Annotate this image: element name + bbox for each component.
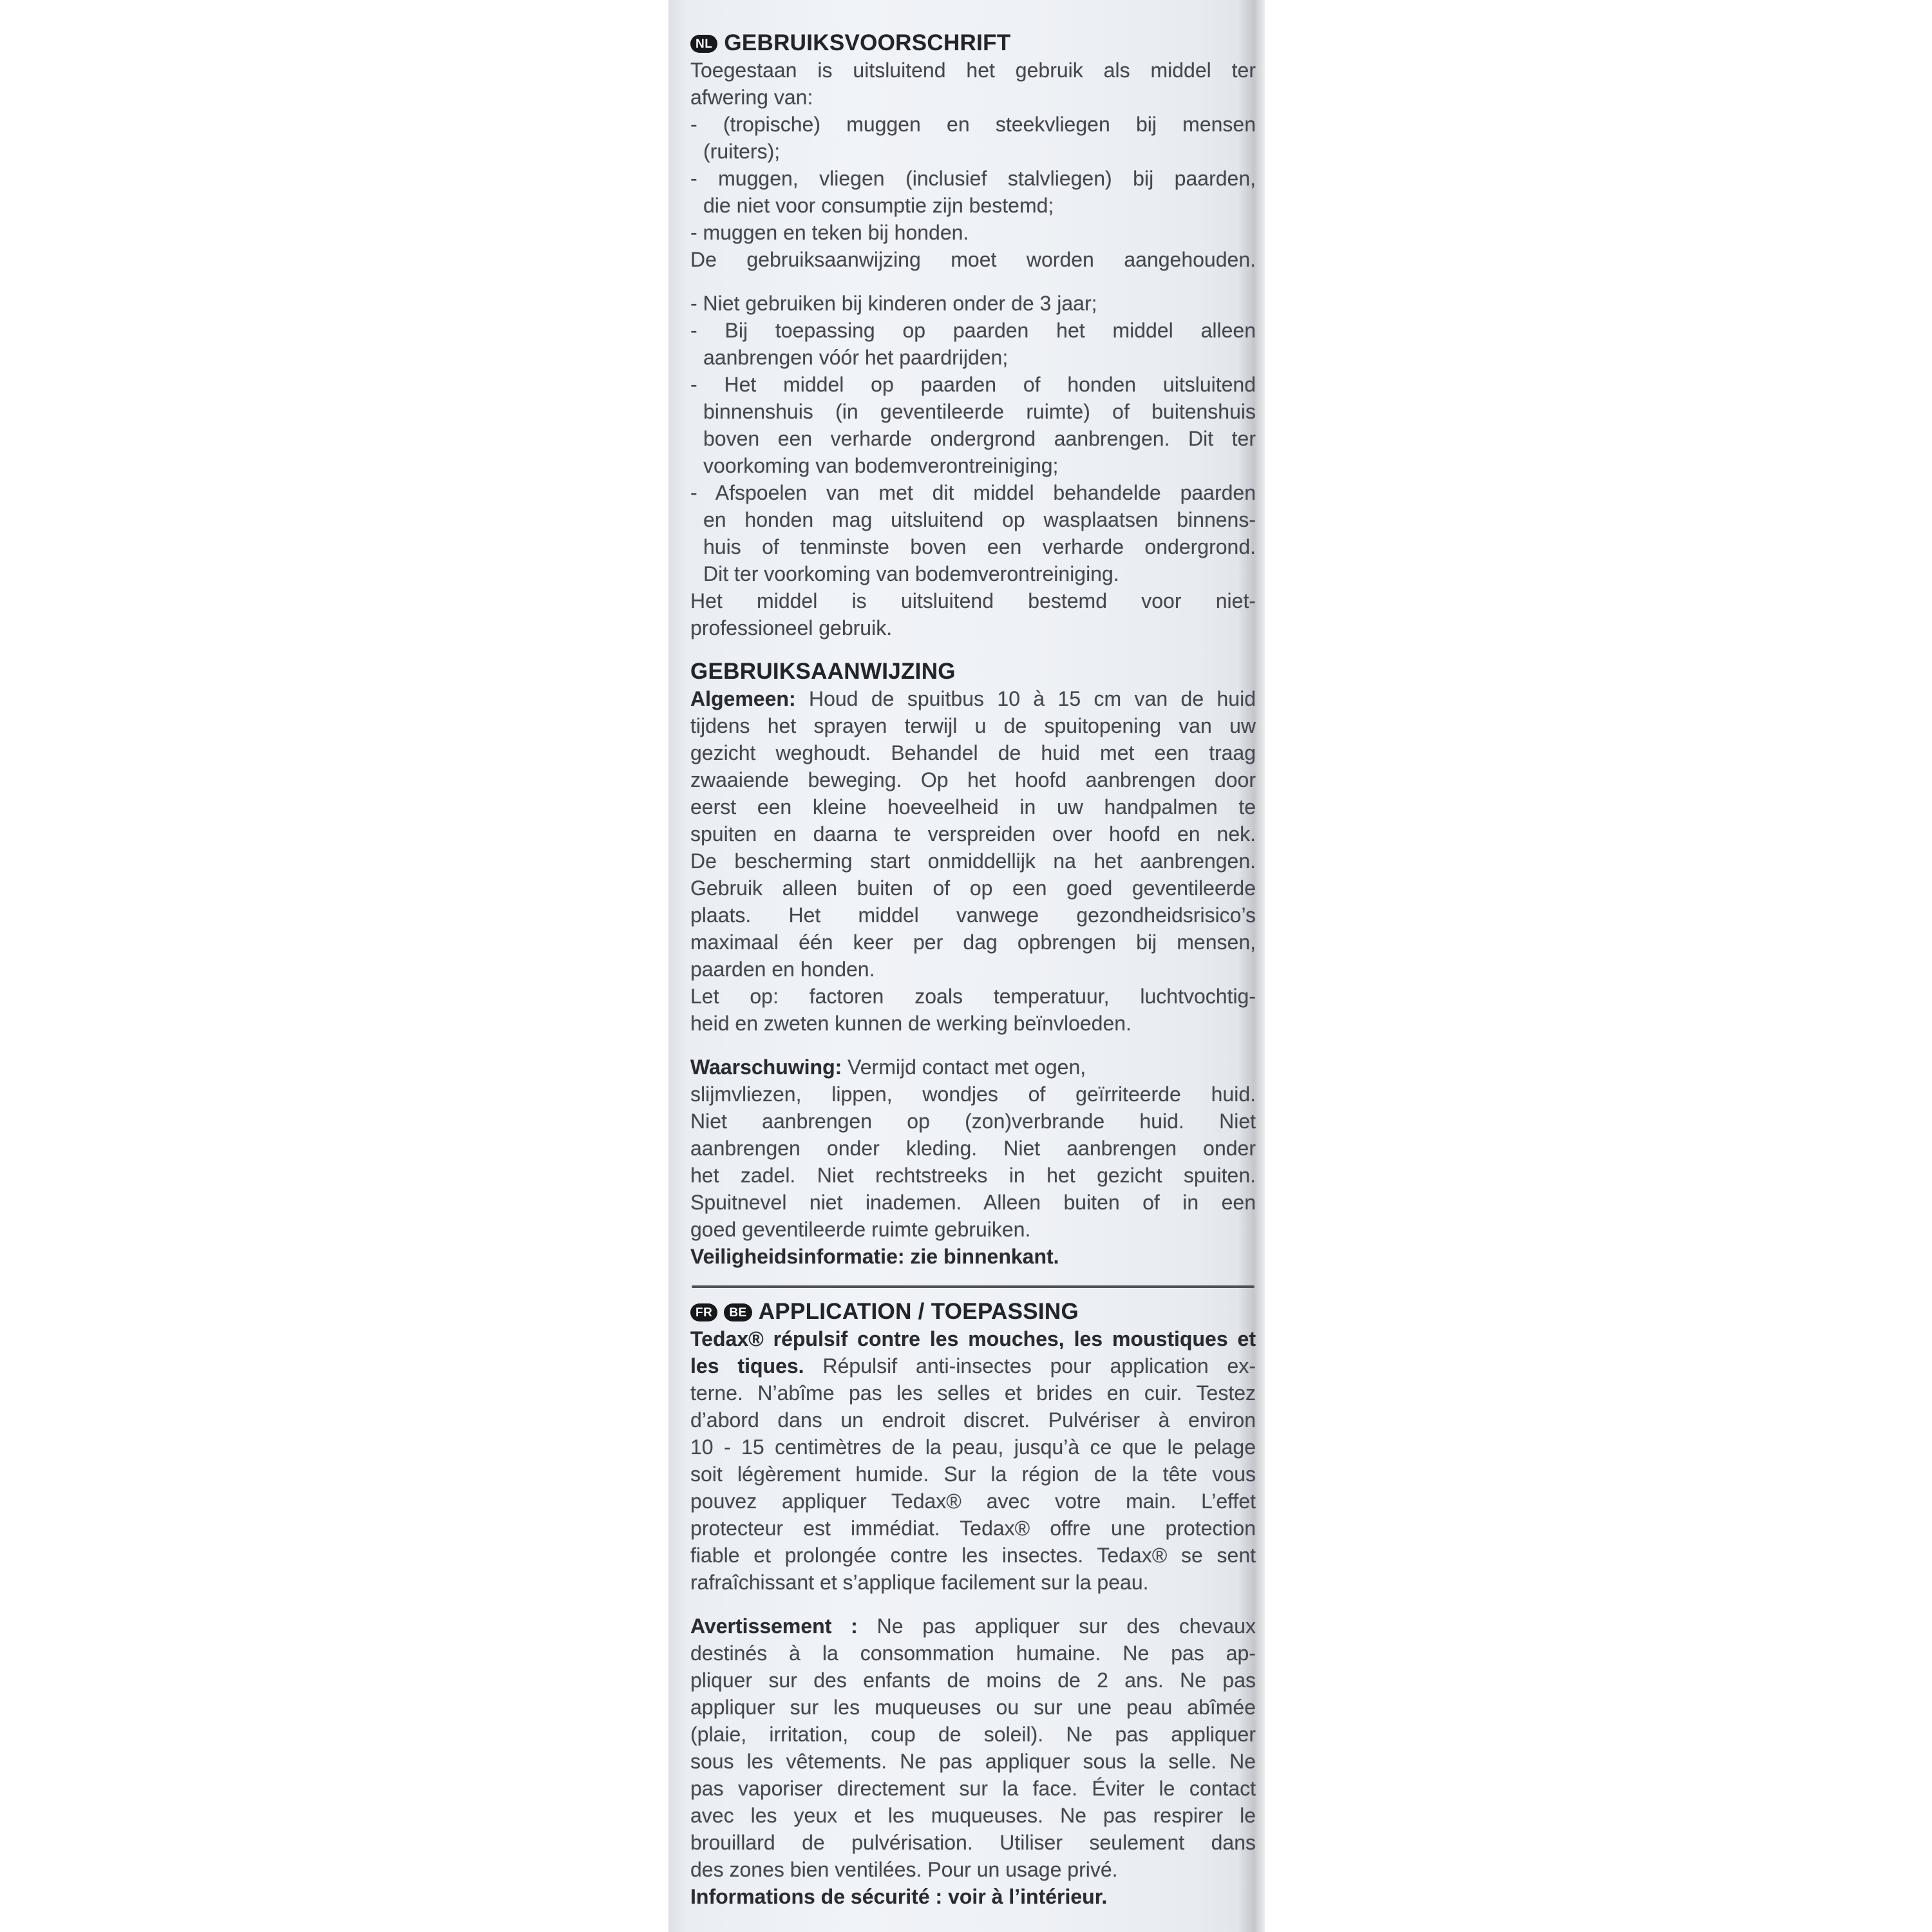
label-line: - Bij toepassing op paarden het middel alleen <box>690 319 1256 342</box>
label-line: De gebruiksaanwijzing moet worden aangehouden. <box>690 248 1256 271</box>
lang-badge-be: BE <box>724 1303 752 1321</box>
bold-prefix: Avertissement : <box>690 1615 858 1638</box>
label-line: tijdens het sprayen terwijl u de spuitopening van uw <box>690 714 1256 737</box>
label-line: pouvez appliquer Tedax® avec votre main. L’effet <box>690 1490 1256 1513</box>
section-header <box>690 30 1256 57</box>
label-line: rafraîchissant et s’applique facilement sur la peau. <box>690 1571 1149 1594</box>
label-line: d’abord dans un endroit discret. Pulvériser à environ <box>690 1408 1256 1432</box>
label-line: zwaaiende beweging. Op het hoofd aanbrengen door <box>690 768 1256 791</box>
label-line: spuiten en daarna te verspreiden over hoofd en nek. <box>690 822 1256 846</box>
bold-prefix: les tiques. <box>690 1354 804 1378</box>
label-line: Let op: factoren zoals temperatuur, luchtvochtig- <box>690 985 1256 1008</box>
label-line: avec les yeux et les muqueuses. Ne pas respirer le <box>690 1804 1256 1827</box>
bold-prefix: Waarschuwing: <box>690 1056 842 1079</box>
lang-badge-nl: NL <box>690 35 717 53</box>
label-line: brouillard de pulvérisation. Utiliser seulement dans <box>690 1831 1256 1854</box>
label-line: (ruiters); <box>703 140 781 163</box>
label-line: sous les vêtements. Ne pas appliquer sous la selle. Ne <box>690 1750 1256 1773</box>
label-line <box>690 1352 1256 1379</box>
label-line: Veiligheidsinformatie: zie binnenkant. <box>690 1245 1059 1268</box>
section-header <box>690 1298 1256 1325</box>
label-line: goed geventileerde ruimte gebruiken. <box>690 1218 1031 1241</box>
label-line <box>690 685 1256 712</box>
label-line: Toegestaan is uitsluitend het gebruik als middel ter <box>690 59 1256 82</box>
label-line: gezicht weghoudt. Behandel de huid met een traag <box>690 741 1256 764</box>
label-line: terne. N’abîme pas les selles et brides en cuir. Testez <box>690 1381 1256 1405</box>
label-line: het zadel. Niet rechtstreeks in het gezicht spuiten. <box>690 1164 1256 1187</box>
label-line: maximaal één keer per dag opbrengen bij mensen, <box>690 931 1256 954</box>
label-line: - (tropische) muggen en steekvliegen bij mensen <box>690 113 1256 136</box>
label-line: fiable et prolongée contre les insectes. Tedax® se sent <box>690 1544 1256 1567</box>
label-line: binnenshuis (in geventileerde ruimte) of buitenshuis <box>703 400 1256 423</box>
label-line: professioneel gebruik. <box>690 616 893 639</box>
label-line: 10 - 15 centimètres de la peau, jusqu’à ce que le pelage <box>690 1435 1256 1459</box>
label-line <box>690 1054 1256 1081</box>
label-line: heid en zweten kunnen de werking beïnvloeden. <box>690 1012 1132 1035</box>
label-line: eerst een kleine hoeveelheid in uw handpalmen te <box>690 795 1256 819</box>
label-line: - Het middel op paarden of honden uitsluitend <box>690 373 1256 396</box>
label-line: appliquer sur les muqueuses ou sur une peau abîmée <box>690 1696 1256 1719</box>
label-line: voorkoming van bodemverontreiniging; <box>703 454 1059 477</box>
section-title: GEBRUIKSAANWIJZING <box>690 659 956 684</box>
label-line: plaats. Het middel vanwege gezondheidsrisico’s <box>690 904 1256 927</box>
label-line: afwering van: <box>690 86 813 109</box>
label-line: des zones bien ventilées. Pour un usage privé. <box>690 1858 1118 1881</box>
label-line: De bescherming start onmiddellijk na het aanbrengen. <box>690 849 1256 873</box>
label-line: Het middel is uitsluitend bestemd voor niet- <box>690 589 1256 612</box>
label-line: - Niet gebruiken bij kinderen onder de 3 jaar; <box>690 292 1097 315</box>
bold-prefix: Algemeen: <box>690 687 796 710</box>
label-line: en honden mag uitsluitend op wasplaatsen binnens- <box>703 508 1256 531</box>
label-line: (plaie, irritation, coup de soleil). Ne pas appliquer <box>690 1723 1256 1746</box>
label-line: - muggen, vliegen (inclusief stalvliegen) bij paarden, <box>690 167 1256 190</box>
label-line: aanbrengen vóór het paardrijden; <box>703 346 1009 369</box>
label-line: boven een verharde ondergrond aanbrengen. Dit ter <box>703 427 1256 450</box>
label-line <box>690 1613 1256 1640</box>
section-title: GEBRUIKSVOORSCHRIFT <box>724 30 1011 55</box>
label-line: aanbrengen onder kleding. Niet aanbrengen onder <box>690 1137 1256 1160</box>
label-line: paarden en honden. <box>690 958 875 981</box>
label-line: pas vaporiser directement sur la face. Éviter le contact <box>690 1777 1256 1800</box>
label-line: - muggen en teken bij honden. <box>690 221 969 244</box>
label-line: Spuitnevel niet inademen. Alleen buiten of in een <box>690 1191 1256 1214</box>
label-line: Informations de sécurité : voir à l’intérieur. <box>690 1885 1108 1908</box>
line-text: Vermijd contact met ogen, <box>842 1056 1086 1079</box>
label-line: - Afspoelen van met dit middel behandelde paarden <box>690 481 1256 504</box>
label-line: die niet voor consumptie zijn bestemd; <box>703 194 1054 217</box>
line-text: Répulsif anti-insectes pour application ex- <box>804 1354 1256 1378</box>
label-text-column <box>690 30 1256 1910</box>
section-title: APPLICATION / TOEPASSING <box>758 1299 1079 1324</box>
label-line: Dit ter voorkoming van bodemverontreiniging. <box>703 562 1119 585</box>
label-line: Gebruik alleen buiten of op een goed geventileerde <box>690 876 1256 900</box>
line-text: Houd de spuitbus 10 à 15 cm van de huid <box>795 687 1256 710</box>
label-line: huis of tenminste boven een verharde ondergrond. <box>703 535 1256 558</box>
label-line: slijmvliezen, lippen, wondjes of geïrriteerde huid. <box>690 1083 1256 1106</box>
line-text: Ne pas appliquer sur des chevaux <box>857 1615 1256 1638</box>
label-line: soit légèrement humide. Sur la région de la tête vous <box>690 1463 1256 1486</box>
label-line: Tedax® répulsif contre les mouches, les moustiques et <box>690 1327 1256 1350</box>
label-line: protecteur est immédiat. Tedax® offre une protection <box>690 1517 1256 1540</box>
section-divider <box>692 1285 1255 1288</box>
label-line: Niet aanbrengen op (zon)verbrande huid. Niet <box>690 1110 1256 1133</box>
label-line: pliquer sur des enfants de moins de 2 ans. Ne pas <box>690 1669 1256 1692</box>
label-line: destinés à la consommation humaine. Ne pas ap- <box>690 1642 1256 1665</box>
lang-badge-fr: FR <box>690 1303 717 1321</box>
section-header <box>690 658 1256 685</box>
